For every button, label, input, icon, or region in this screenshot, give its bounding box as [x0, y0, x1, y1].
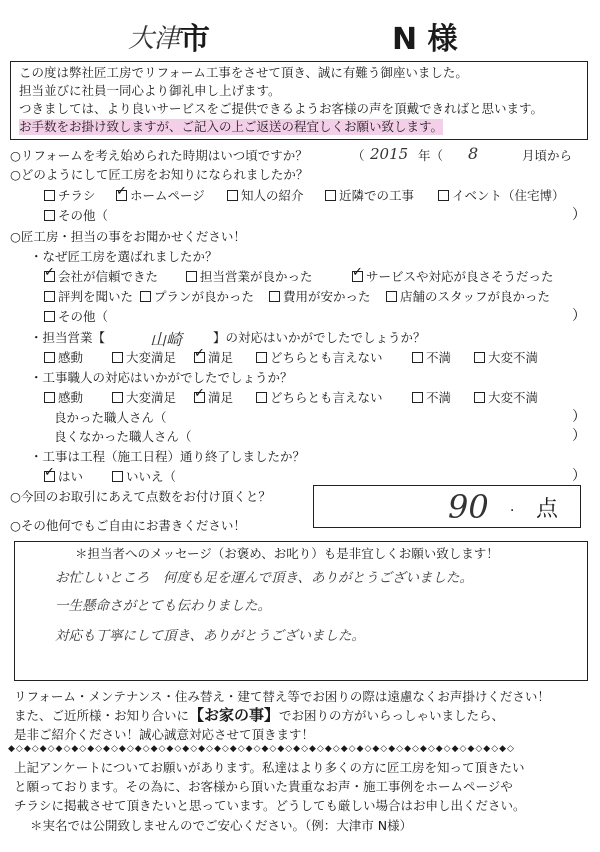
close-paren: ） — [572, 428, 586, 444]
checkbox-icon — [44, 291, 55, 302]
option-label: 大変満足 — [126, 390, 177, 405]
checkbox-icon — [256, 392, 267, 403]
city-handwritten: 大津 — [128, 24, 181, 54]
option-label: どちらとも言えない — [270, 350, 383, 365]
option-other-reason[interactable] — [44, 309, 108, 325]
checkbox-icon — [112, 471, 123, 482]
option-label: 大変不満 — [488, 350, 539, 365]
comment-line-2: 一生懸命さがとても伝わりました。 — [55, 598, 271, 614]
sales-rating-unsatisfied[interactable] — [412, 350, 451, 366]
option-label: 感動 — [58, 390, 84, 405]
option-good-plan[interactable] — [140, 289, 254, 305]
intro-line-4: お手数をお掛け致しますが、ご記入の上ご返送の程宜しくお願い致します。 — [19, 119, 444, 134]
option-label: 不満 — [426, 390, 452, 405]
checkbox-icon — [412, 392, 423, 403]
checkbox-icon — [438, 190, 449, 201]
worker-rating-satisfied[interactable] — [194, 390, 233, 406]
checkbox-checked-icon — [194, 352, 205, 363]
option-label: 担当営業が良かった — [200, 269, 313, 284]
option-label: サービスや対応が良さそうだった — [366, 269, 554, 284]
q1-year: 2015 — [370, 145, 409, 163]
q3-sub2-label-post: 】の対応はいかがでしたでしょうか？ — [213, 330, 426, 345]
option-label: 大変不満 — [488, 390, 539, 405]
checkbox-checked-icon — [352, 271, 363, 282]
q3-sub2-label-pre: ・担当営業【 — [30, 330, 106, 345]
q3-sub4-label: ・工事は工程（施工日程）通り終了しましたか？ — [30, 449, 306, 464]
schedule-yes[interactable] — [44, 469, 83, 485]
q1-month-suffix: 月頃から — [522, 148, 573, 163]
checkbox-icon — [112, 392, 123, 403]
option-label: 満足 — [208, 350, 234, 365]
option-label: はい — [58, 469, 84, 484]
checkbox-checked-icon — [44, 271, 55, 282]
worker-rating-neutral[interactable] — [256, 390, 383, 406]
checkbox-icon — [474, 392, 485, 403]
intro-line-3: つきましては、より良いサービスをご提供できるようお客様の声を頂戴できればと思います。 — [19, 101, 544, 116]
checkbox-icon — [44, 190, 55, 201]
footer-line-2-post: でお困りの方がいらっしゃいましたら、 — [279, 708, 505, 723]
checkbox-checked-icon — [194, 392, 205, 403]
worker-rating-unsatisfied[interactable] — [412, 390, 451, 406]
option-label: イベント（住宅博） — [452, 188, 565, 203]
footer-line-3: 是非ご紹介ください！誠心誠意対応させて頂きます！ — [14, 727, 315, 742]
option-label: その他（ — [58, 208, 109, 223]
option-other[interactable] — [44, 208, 108, 224]
q3-sub1-label: ・なぜ匠工房を選ばれましたか？ — [30, 249, 218, 264]
intro-line-1: この度は弊社匠工房でリフォーム工事をさせて頂き、誠に有難う御座いました。 — [19, 65, 468, 80]
footer-line-2 — [14, 707, 504, 724]
checkbox-checked-icon — [116, 190, 127, 201]
option-label: 費用が安かった — [283, 289, 371, 304]
close-paren: ） — [572, 468, 586, 484]
option-good-sales[interactable] — [186, 269, 313, 285]
footer-line-1: リフォーム・メンテナンス・住み替え・建て替え等でお困りの際は遠慮なくお声掛けください！ — [14, 689, 550, 704]
footer-line-2-pre: また、ご近所様・お知り合いに — [14, 708, 190, 723]
close-paren: ） — [572, 409, 586, 425]
option-label: 不満 — [426, 350, 452, 365]
comment-box[interactable] — [14, 541, 588, 681]
q1-month: 8 — [468, 144, 479, 163]
checkbox-icon — [44, 352, 55, 363]
option-low-cost[interactable] — [269, 289, 371, 305]
checkbox-icon — [112, 352, 123, 363]
q4-label: ○今回のお取引にあえて点数をお付け頂くと？ — [10, 489, 271, 504]
checkbox-icon — [44, 210, 55, 221]
q3-sub3-label: ・工事職人の対応はいかがでしたでしょうか？ — [30, 370, 293, 385]
intro-box — [10, 61, 588, 140]
footer-line-5: と願っております。その為に、お客様から頂いた貴重なお声・施工事例をホームページや — [14, 779, 513, 794]
comment-line-1: お忙しいところ 何度も足を運んで頂き、ありがとうございました。 — [55, 570, 473, 586]
intro-line-2: 担当並びに社員一同心より御礼申し上げます。 — [19, 83, 281, 98]
option-label: 近隣での工事 — [339, 188, 415, 203]
option-flyer[interactable] — [44, 188, 96, 204]
checkbox-icon — [256, 352, 267, 363]
option-label: どちらとも言えない — [270, 390, 383, 405]
bad-worker-label: 良くなかった職人さん（ — [54, 429, 192, 444]
option-good-staff[interactable] — [386, 289, 550, 305]
option-label: 感動 — [58, 350, 84, 365]
worker-rating-very-unsatisfied[interactable] — [474, 390, 538, 406]
option-homepage[interactable] — [116, 188, 205, 204]
checkbox-icon — [325, 190, 336, 201]
option-reputation[interactable] — [44, 289, 133, 305]
option-trusted-company[interactable] — [44, 269, 158, 285]
comment-box-title: ＊担当者へのメッセージ（お褒め、お叱り）も是非宜しくお願い致します！ — [75, 546, 499, 561]
option-event[interactable] — [438, 188, 565, 204]
checkbox-checked-icon — [44, 471, 55, 482]
checkbox-icon — [44, 392, 55, 403]
checkbox-icon — [186, 271, 197, 282]
checkbox-icon — [412, 352, 423, 363]
q1-label: ○リフォームを考え始められた時期はいつ頃ですか？ — [10, 148, 308, 163]
q2-label: ○どのようにして匠工房をお知りになられましたか？ — [10, 167, 309, 182]
option-label: 知人の紹介 — [241, 188, 304, 203]
footer-line-7: ＊実名では公開致しませんのでご安心ください。（例：大津市 N様） — [30, 818, 413, 833]
score-value: 90 — [448, 488, 489, 526]
q1-open-paren: （ — [352, 148, 365, 163]
option-label: プランが良かった — [154, 289, 255, 304]
close-paren: ） — [572, 207, 586, 223]
sales-rating-moved[interactable] — [44, 350, 83, 366]
q5-label: ○その他何でもご自由にお書きください！ — [10, 518, 246, 533]
good-worker-label: 良かった職人さん（ — [54, 410, 167, 425]
q1-year-suffix: 年（ — [418, 148, 444, 163]
sales-rating-very-satisfied[interactable] — [112, 350, 176, 366]
footer-line-4: 上記アンケートについてお願いがあります。私達はより多くの方に匠工房を知って頂きたい — [14, 760, 525, 775]
close-paren: ） — [572, 308, 586, 324]
comment-line-3: 対応も丁寧にして頂き、ありがとうございました。 — [55, 628, 365, 644]
option-good-service[interactable] — [352, 269, 554, 285]
sales-rating-very-unsatisfied[interactable] — [474, 350, 538, 366]
customer-name: N 様 — [392, 22, 458, 57]
option-label: 評判を聞いた — [58, 289, 134, 304]
checkbox-icon — [44, 311, 55, 322]
checkbox-icon — [269, 291, 280, 302]
option-label: その他（ — [58, 309, 109, 324]
option-label: 会社が信頼できた — [58, 269, 159, 284]
sales-rating-satisfied[interactable] — [194, 350, 233, 366]
diamond-divider: ◆◇◆◇◆◇◆◇◆◇◆◇◆◇◆◇◆◇◆◇◆◇◆◇◆◇◆◇◆◇◆◇◆◇◆◇◆◇◆◇◆◇◆◇◆◇◆◇◆◇◆◇◆◇◆◇◆◇◆◇◆◇◆◇ — [8, 744, 515, 754]
option-nearby-work[interactable] — [325, 188, 414, 204]
checkbox-icon — [140, 291, 151, 302]
sales-rating-neutral[interactable] — [256, 350, 383, 366]
option-referral[interactable] — [227, 188, 304, 204]
schedule-no[interactable] — [112, 469, 176, 485]
footer-line-6: チラシに掲載させて頂きたいと思っています。どうしても厳しい場合はお申し出ください。 — [14, 798, 526, 813]
score-dot: ． — [510, 499, 524, 515]
checkbox-icon — [474, 352, 485, 363]
option-label: 満足 — [208, 390, 234, 405]
option-label: いいえ（ — [126, 469, 177, 484]
q3-label: ○匠工房・担当の事をお聞かせください！ — [10, 229, 246, 244]
score-box[interactable] — [313, 485, 581, 528]
option-label: 店舗のスタッフが良かった — [400, 289, 551, 304]
checkbox-icon — [227, 190, 238, 201]
checkbox-icon — [386, 291, 397, 302]
option-label: チラシ — [58, 188, 96, 203]
worker-rating-very-satisfied[interactable] — [112, 390, 176, 406]
score-unit: 点 — [536, 497, 559, 522]
city-suffix: 市 — [180, 22, 210, 57]
sales-name: 山崎 — [150, 330, 183, 349]
worker-rating-moved[interactable] — [44, 390, 83, 406]
option-label: ホームページ — [130, 188, 205, 203]
footer-brand: 【お家の事】 — [189, 706, 280, 724]
option-label: 大変満足 — [126, 350, 177, 365]
